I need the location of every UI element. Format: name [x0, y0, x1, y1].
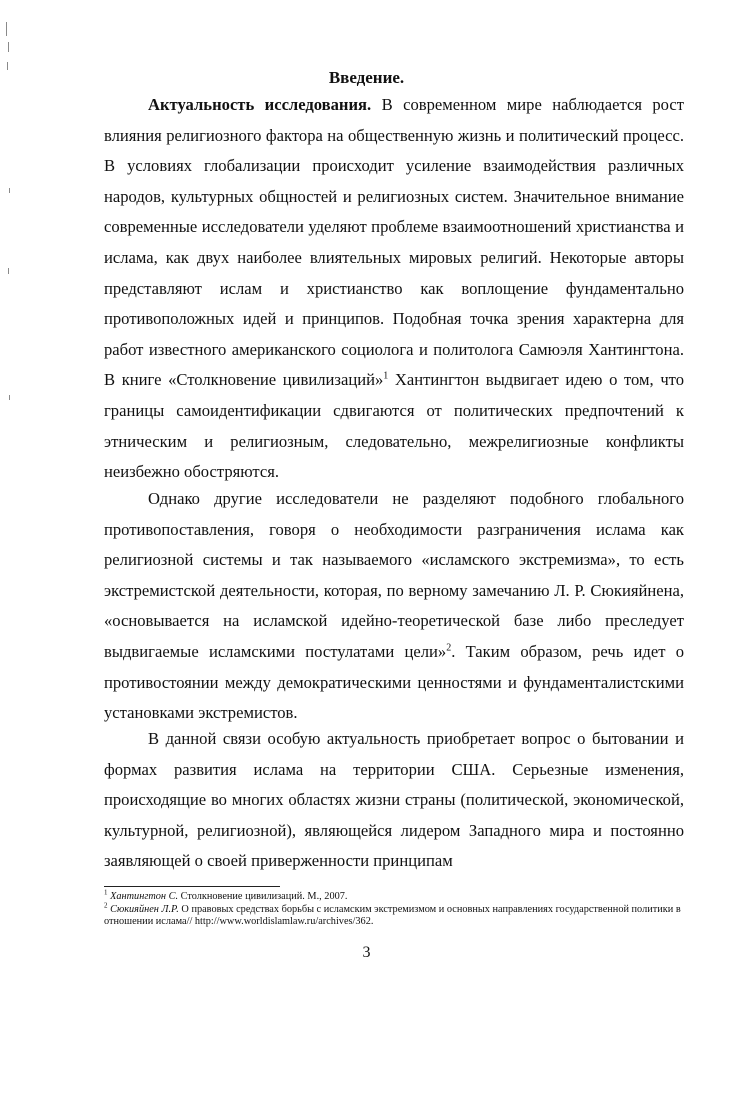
footnote-number: 2	[104, 901, 108, 910]
scan-mark	[8, 268, 9, 274]
scan-margin-marks	[0, 0, 20, 420]
paragraph-other-researchers	[104, 484, 684, 729]
scan-mark	[8, 42, 9, 52]
paragraph-text: В данной связи особую актуальность приобретает вопрос о бытовании и формах развития ислама на территории США. Серьезные изменения, происходящие во многих областях жизни страны (политической, экономической, культурной, религиозной), являющейся лидером Западного мира и постоянно заявляющей о своей приверженности принципам	[104, 729, 684, 871]
paragraph-text: Однако другие исследователи не разделяют подобного глобального противопоставления, говоря о необходимости разграничения ислама как религиозной системы и так называемого «исламского экстремизма», то есть экстремистской деятельности, которая, по верному замечанию Л. Р. Сюкияйнена, «основывается на исламской идейно-теоретической базе либо преследует выдвигаемые исламскими постулатами цели»	[104, 489, 684, 661]
paragraph-usa-islam	[104, 724, 684, 877]
footnote-separator	[104, 886, 280, 887]
page-number: 3	[362, 944, 371, 961]
paragraph-text: Хантингтон выдвигает идею о том, что границы самоидентификации сдвигаются от политических предпочтений к этническим и религиозным, следовательно, межрелигиозные конфликты неизбежно обостряются.	[104, 370, 684, 482]
page-title: Введение.	[328, 68, 405, 87]
footnote-ref[interactable]: 1	[383, 370, 389, 382]
footnote-ref[interactable]: 2	[446, 642, 452, 654]
footnote-author: Сюкияйнен Л.Р.	[110, 903, 179, 915]
paragraph-relevance	[104, 90, 684, 488]
footnote-number: 1	[104, 888, 108, 897]
footnotes	[104, 888, 684, 929]
footnote	[104, 901, 684, 929]
paragraph-text: . Таким образом, речь идет о противостоянии между демократическими ценностями и фундаменталистскими установками экстремистов.	[104, 641, 684, 723]
paragraph-text: В современном мире наблюдается рост влияния религиозного фактора на общественную жизнь и политический процесс. В условиях глобализации происходит усиление взаимодействия различных народов, культурных общностей и религиозных систем. Значительное внимание современные исследователи уделяют проблеме взаимоотношений христианства и ислама, как двух наиболее влиятельных мировых религий. Некоторые авторы представляют ислам и христианство как воплощение фундаментально противоположных идей и принципов. Подобная точка зрения характерна для работ известного американского социолога и политолога Самюэля Хантингтона. В книге «Столкновение цивилизаций»	[104, 95, 684, 390]
paragraph-lead: Актуальность исследования.	[148, 95, 372, 114]
scan-mark	[6, 22, 7, 36]
footnote-author: Хантингтон С.	[110, 891, 179, 902]
footnote	[104, 888, 684, 904]
scan-mark	[9, 395, 10, 400]
scan-mark	[9, 188, 10, 193]
footnote-text: О правовых средствах борьбы с исламским экстремизмом и основных направлениях государственной политики в отношении ислама// http://www.worldislamlaw.ru/archives/362.	[104, 903, 681, 928]
footnote-text: Столкновение цивилизаций. М., 2007.	[178, 891, 348, 902]
